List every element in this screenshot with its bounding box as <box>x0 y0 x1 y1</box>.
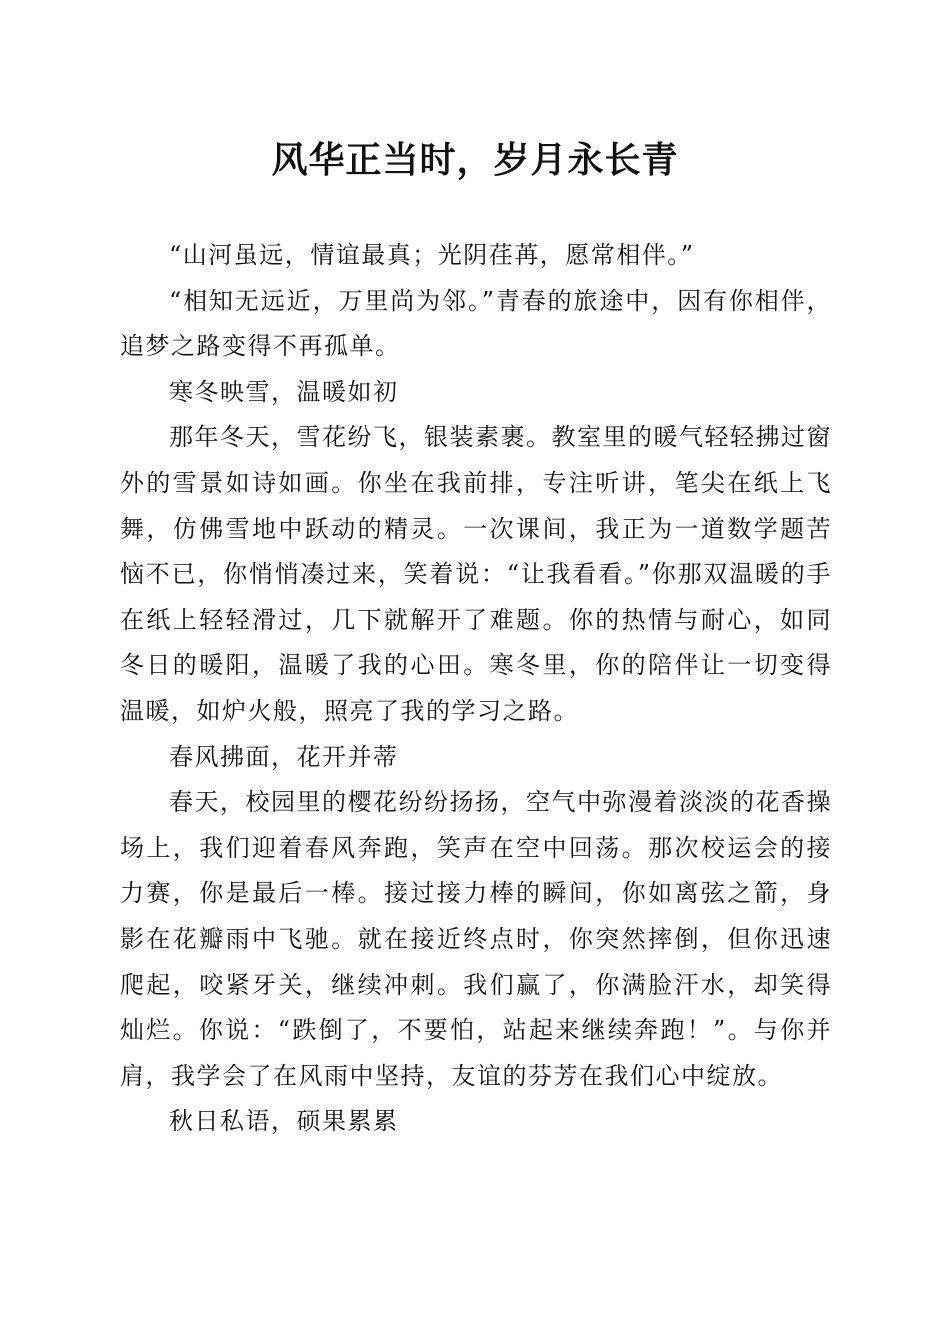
winter-paragraph: 那年冬天，雪花纷飞，银装素裹。教室里的暖气轻轻拂过窗外的雪景如诗如画。你坐在我前排，专注听讲，笔尖在纸上飞舞，仿佛雪地中跃动的精灵。一次课间，我正为一道数学题苦恼不已，你悄悄凑过来，笑着说：“让我看看。”你那双温暖的手在纸上轻轻滑过，几下就解开了难题。你的热情与耐心，如同冬日的暖阳，温暖了我的心田。寒冬里，你的陪伴让一切变得温暖，如炉火般，照亮了我的学习之路。 <box>120 423 832 725</box>
intro-paragraph: “相知无远近，万里尚为邻。”青春的旅途中，因有你相伴，追梦之路变得不再孤单。 <box>120 286 832 361</box>
document-body <box>120 233 832 1145</box>
page-title: 风华正当时，岁月永长青 <box>271 139 679 181</box>
opening-quote-paragraph: “山河虽远，情谊最真；光阴荏苒，愿常相伴。” <box>169 241 695 269</box>
section-heading-winter: 寒冬映雪，温暖如初 <box>169 377 399 406</box>
spring-paragraph: 春天，校园里的樱花纷纷扬扬，空气中弥漫着淡淡的花香操场上，我们迎着春风奔跑，笑声在空中回荡。那次校运会的接力赛，你是最后一棒。接过接力棒的瞬间，你如离弦之箭，身影在花瓣雨中飞驰。就在接近终点时，你突然摔倒，但你迅速爬起，咬紧牙关，继续冲刺。我们赢了，你满脸汗水，却笑得灿烂。你说：“跌倒了，不要怕，站起来继续奔跑！”。与你并肩，我学会了在风雨中坚持，友谊的芬芳在我们心中绽放。 <box>120 788 832 1090</box>
section-heading-spring: 春风拂面，花开并蒂 <box>169 742 399 771</box>
section-heading-autumn: 秋日私语，硕果累累 <box>169 1107 399 1136</box>
